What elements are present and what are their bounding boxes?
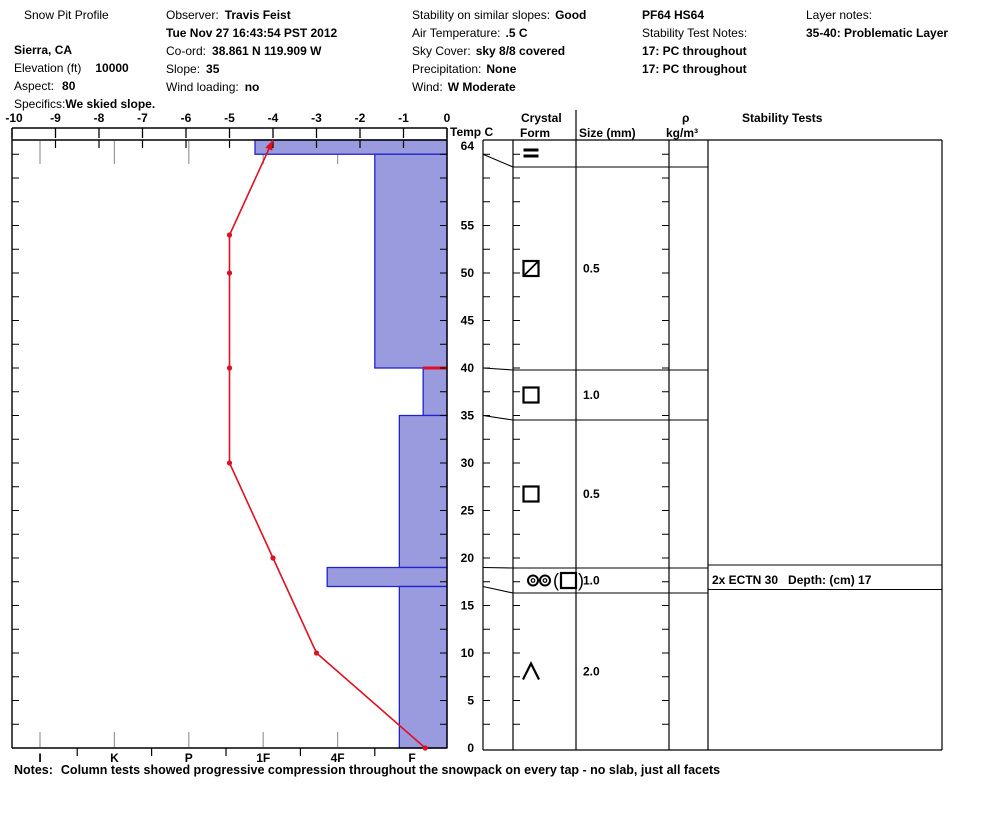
specifics-value: We skied slope. [65, 97, 156, 111]
temp-tick-label: 0 [443, 111, 451, 125]
slope-value: 35 [206, 62, 220, 76]
crystal-glyph [523, 664, 539, 680]
wind-value: W Moderate [447, 80, 516, 94]
wedge-connector [483, 416, 513, 421]
depth-label: 55 [460, 218, 474, 233]
crystal-glyph [543, 579, 547, 583]
crystal-glyph [524, 155, 539, 158]
size-value: 1.0 [583, 573, 600, 588]
layer-note-1-text: 35-40: Problematic Layer [806, 26, 949, 40]
observer-value: Travis Feist [224, 8, 291, 22]
temp-tick-label: -4 [267, 111, 279, 125]
temp-tick-label: -7 [137, 111, 148, 125]
depth-label: 15 [460, 598, 474, 613]
temperature-point [227, 365, 232, 370]
layer-bar [399, 416, 447, 568]
hardness-label: I [38, 751, 42, 765]
elevation-value: 10000 [95, 61, 129, 75]
temp-tick-label: -10 [5, 111, 23, 125]
depth-label: 50 [460, 266, 474, 280]
temp-tick-label: -9 [50, 111, 61, 125]
wind-loading-label: Wind loading: [166, 80, 239, 94]
temperature-point [314, 650, 319, 655]
temp-tick-label: -6 [180, 111, 192, 125]
hardness-label: K [110, 751, 119, 765]
aspect-label: Aspect: [14, 79, 55, 93]
hardness-label: 1F [256, 751, 271, 765]
stability-slopes-value: Good [555, 8, 587, 22]
depth-label: 10 [460, 646, 474, 660]
crystal-glyph [524, 388, 539, 403]
temperature-point [423, 745, 428, 750]
temp-axis-title: Temp C [450, 125, 494, 139]
temperature-point [227, 232, 232, 237]
temp-tick-label: -2 [354, 111, 366, 125]
wedge-connector [483, 154, 513, 167]
layer-bar [255, 140, 447, 154]
wedge-connector [483, 587, 513, 594]
depth-label: 64 [460, 139, 474, 153]
form-header: Form [520, 126, 550, 140]
elevation-label: Elevation (ft) [14, 61, 82, 75]
depth-label: 30 [460, 456, 474, 470]
observer-label: Observer: [166, 8, 219, 22]
precip-label: Precipitation: [412, 62, 482, 76]
wedge-connector [483, 568, 513, 569]
notes-label: Notes: [14, 763, 53, 777]
crystal-glyph [531, 579, 535, 583]
layer-bar [375, 154, 447, 368]
density-unit-header: kg/m³ [666, 126, 699, 140]
location-text: Sierra, CA [14, 43, 73, 57]
hardness-label: F [408, 751, 416, 765]
crystal-symbol-facets [524, 388, 539, 403]
temperature-point [227, 460, 232, 465]
crystal-symbol-crust [524, 149, 539, 158]
notes [14, 763, 720, 777]
pit-code-text: PF64 HS64 [642, 8, 705, 22]
depth-label: 20 [460, 551, 474, 565]
stability-test-notes-label-text: Stability Test Notes: [642, 26, 748, 40]
size-value: 0.5 [583, 487, 600, 501]
crystal-glyph [524, 487, 539, 502]
depth-label: 25 [460, 503, 474, 518]
depth-label: 45 [460, 313, 474, 328]
precip-value: None [486, 62, 517, 76]
temp-tick-label: -5 [224, 111, 235, 125]
stability-test-note-1-text: 17: PC throughout [642, 44, 747, 58]
stability-tests-header: Stability Tests [742, 111, 823, 125]
temp-tick-label: -8 [93, 111, 105, 125]
crystal-symbol-facets-rounding [524, 261, 539, 276]
crystal-glyph [524, 261, 539, 276]
layer-notes-label-text: Layer notes: [806, 8, 873, 22]
wedge-connector [483, 368, 513, 370]
depth-label: 40 [460, 361, 474, 375]
sky-cover-label: Sky Cover: [412, 44, 471, 58]
size-value: 2.0 [583, 664, 600, 679]
hardness-label: P [184, 751, 193, 765]
wind-label: Wind: [412, 80, 443, 94]
crystal-symbol-facets [524, 487, 539, 502]
datetime-text: Tue Nov 27 16:43:54 PST 2012 [166, 26, 338, 40]
crystal-glyph: ) [578, 570, 584, 591]
depth-label: 5 [467, 693, 474, 708]
temperature-point [227, 270, 232, 275]
crystal-glyph: ( [553, 570, 559, 591]
aspect-value: 80 [62, 79, 76, 93]
layer-bar [327, 568, 447, 587]
depth-label: 0 [467, 741, 474, 755]
stability-test-note-2-text: 17: PC throughout [642, 62, 747, 76]
temp-tick-label: -1 [398, 111, 409, 125]
size-header: Size (mm) [579, 126, 636, 140]
notes-text: Column tests showed progressive compression throughout the snowpack on every tap - no slab, just all facets [60, 763, 721, 777]
page-title-text: Snow Pit Profile [24, 8, 109, 22]
sky-cover-value: sky 8/8 covered [475, 44, 566, 58]
crystal-glyph [561, 573, 576, 588]
temp-tick-label: -3 [311, 111, 322, 125]
crystal-glyph [524, 149, 539, 152]
specifics-label: Specifics: [14, 97, 66, 111]
crystal-symbol-melt-facets [528, 571, 584, 591]
size-value: 1.0 [583, 388, 600, 402]
coord-value: 38.861 N 119.909 W [212, 44, 322, 58]
layer-bar [399, 587, 447, 749]
size-value: 0.5 [583, 261, 600, 276]
slope-label: Slope: [166, 62, 201, 76]
hardness-label: 4F [330, 751, 345, 765]
crystal-glyph [540, 576, 550, 586]
air-temp-label: Air Temperature: [412, 26, 501, 40]
coord-label: Co-ord: [166, 44, 207, 58]
depth-label: 35 [460, 408, 474, 423]
crystal-glyph [528, 576, 538, 586]
density-rho-header: ρ [682, 111, 690, 125]
air-temp-value: .5 C [505, 26, 528, 40]
crystal-header: Crystal [521, 111, 562, 125]
temperature-point [270, 555, 275, 560]
stability-slopes-label: Stability on similar slopes: [412, 8, 551, 22]
wind-loading-value: no [244, 80, 260, 94]
stability-test-result: 2x ECTN 30 Depth: (cm) 17 [712, 573, 872, 587]
crystal-symbol-depth-hoar [523, 664, 539, 680]
